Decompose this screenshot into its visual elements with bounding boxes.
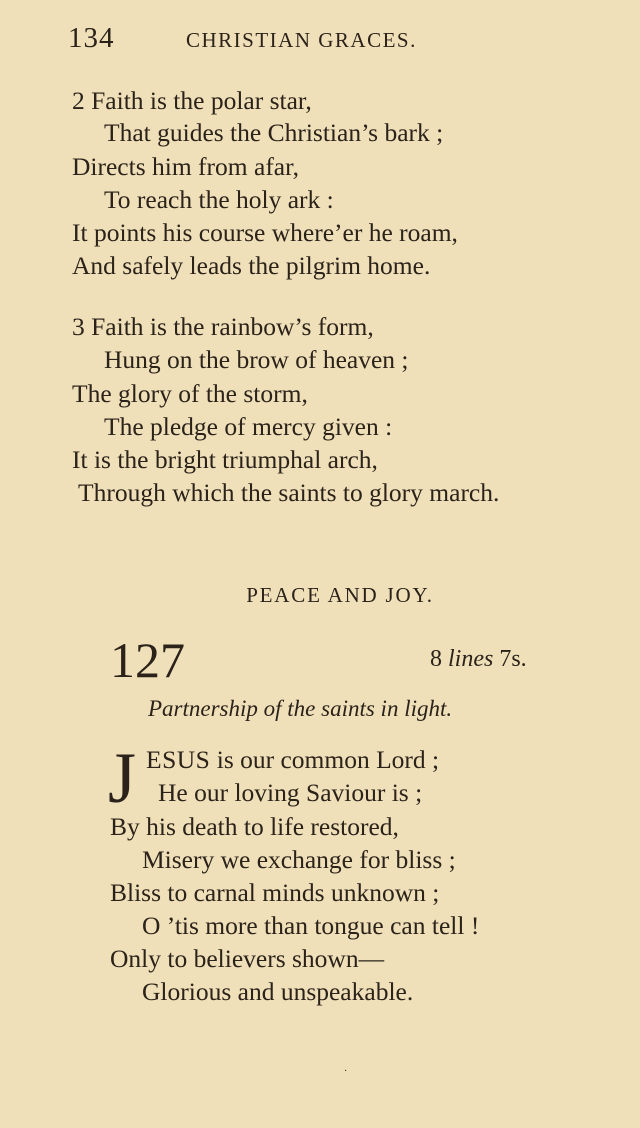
verse-line	[146, 745, 439, 775]
first-line-rest: is our common Lord ;	[216, 745, 440, 774]
verse-line: He our loving Saviour is ;	[158, 778, 423, 807]
printer-mark: ·	[344, 1066, 348, 1077]
verse-line: Glorious and unspeakable.	[142, 977, 414, 1006]
verse-line: The pledge of mercy given :	[104, 412, 393, 441]
first-word: ESUS	[146, 745, 211, 774]
verse-line: 3 Faith is the rainbow’s form,	[72, 312, 374, 341]
running-head: CHRISTIAN GRACES.	[186, 28, 417, 52]
verse-line: That guides the Christian’s bark ;	[104, 118, 444, 147]
verse-line: Through which the saints to glory march.	[78, 478, 500, 507]
verse-line: Only to believers shown—	[110, 944, 385, 973]
hymn-number: 127	[110, 632, 185, 688]
drop-cap: J	[108, 738, 137, 818]
page-number: 134	[68, 22, 115, 54]
meter-type: 7s.	[499, 646, 527, 672]
verse-line: 2 Faith is the polar star,	[72, 86, 312, 115]
verse-line: To reach the holy ark :	[104, 185, 334, 214]
verse-line: Bliss to carnal minds unknown ;	[110, 878, 440, 907]
hymn-meter	[430, 646, 527, 673]
hymn-subtitle: Partnership of the saints in light.	[148, 696, 453, 721]
verse-line: Hung on the brow of heaven ;	[104, 345, 409, 374]
page-header	[68, 22, 588, 62]
verse-line: And safely leads the pilgrim home.	[72, 251, 431, 280]
meter-count: 8	[430, 646, 442, 672]
verse-line: The glory of the storm,	[72, 379, 308, 408]
verse-line: Directs him from afar,	[72, 152, 299, 181]
verse-line: Misery we exchange for bliss ;	[142, 845, 456, 874]
meter-word: lines	[448, 646, 494, 672]
verse-line: It is the bright triumphal arch,	[72, 445, 378, 474]
verse-line: O ’tis more than tongue can tell !	[142, 911, 480, 940]
section-title: PEACE AND JOY.	[246, 583, 434, 607]
verse-line: It points his course where’er he roam,	[72, 218, 458, 247]
verse-line: By his death to life restored,	[110, 812, 399, 841]
